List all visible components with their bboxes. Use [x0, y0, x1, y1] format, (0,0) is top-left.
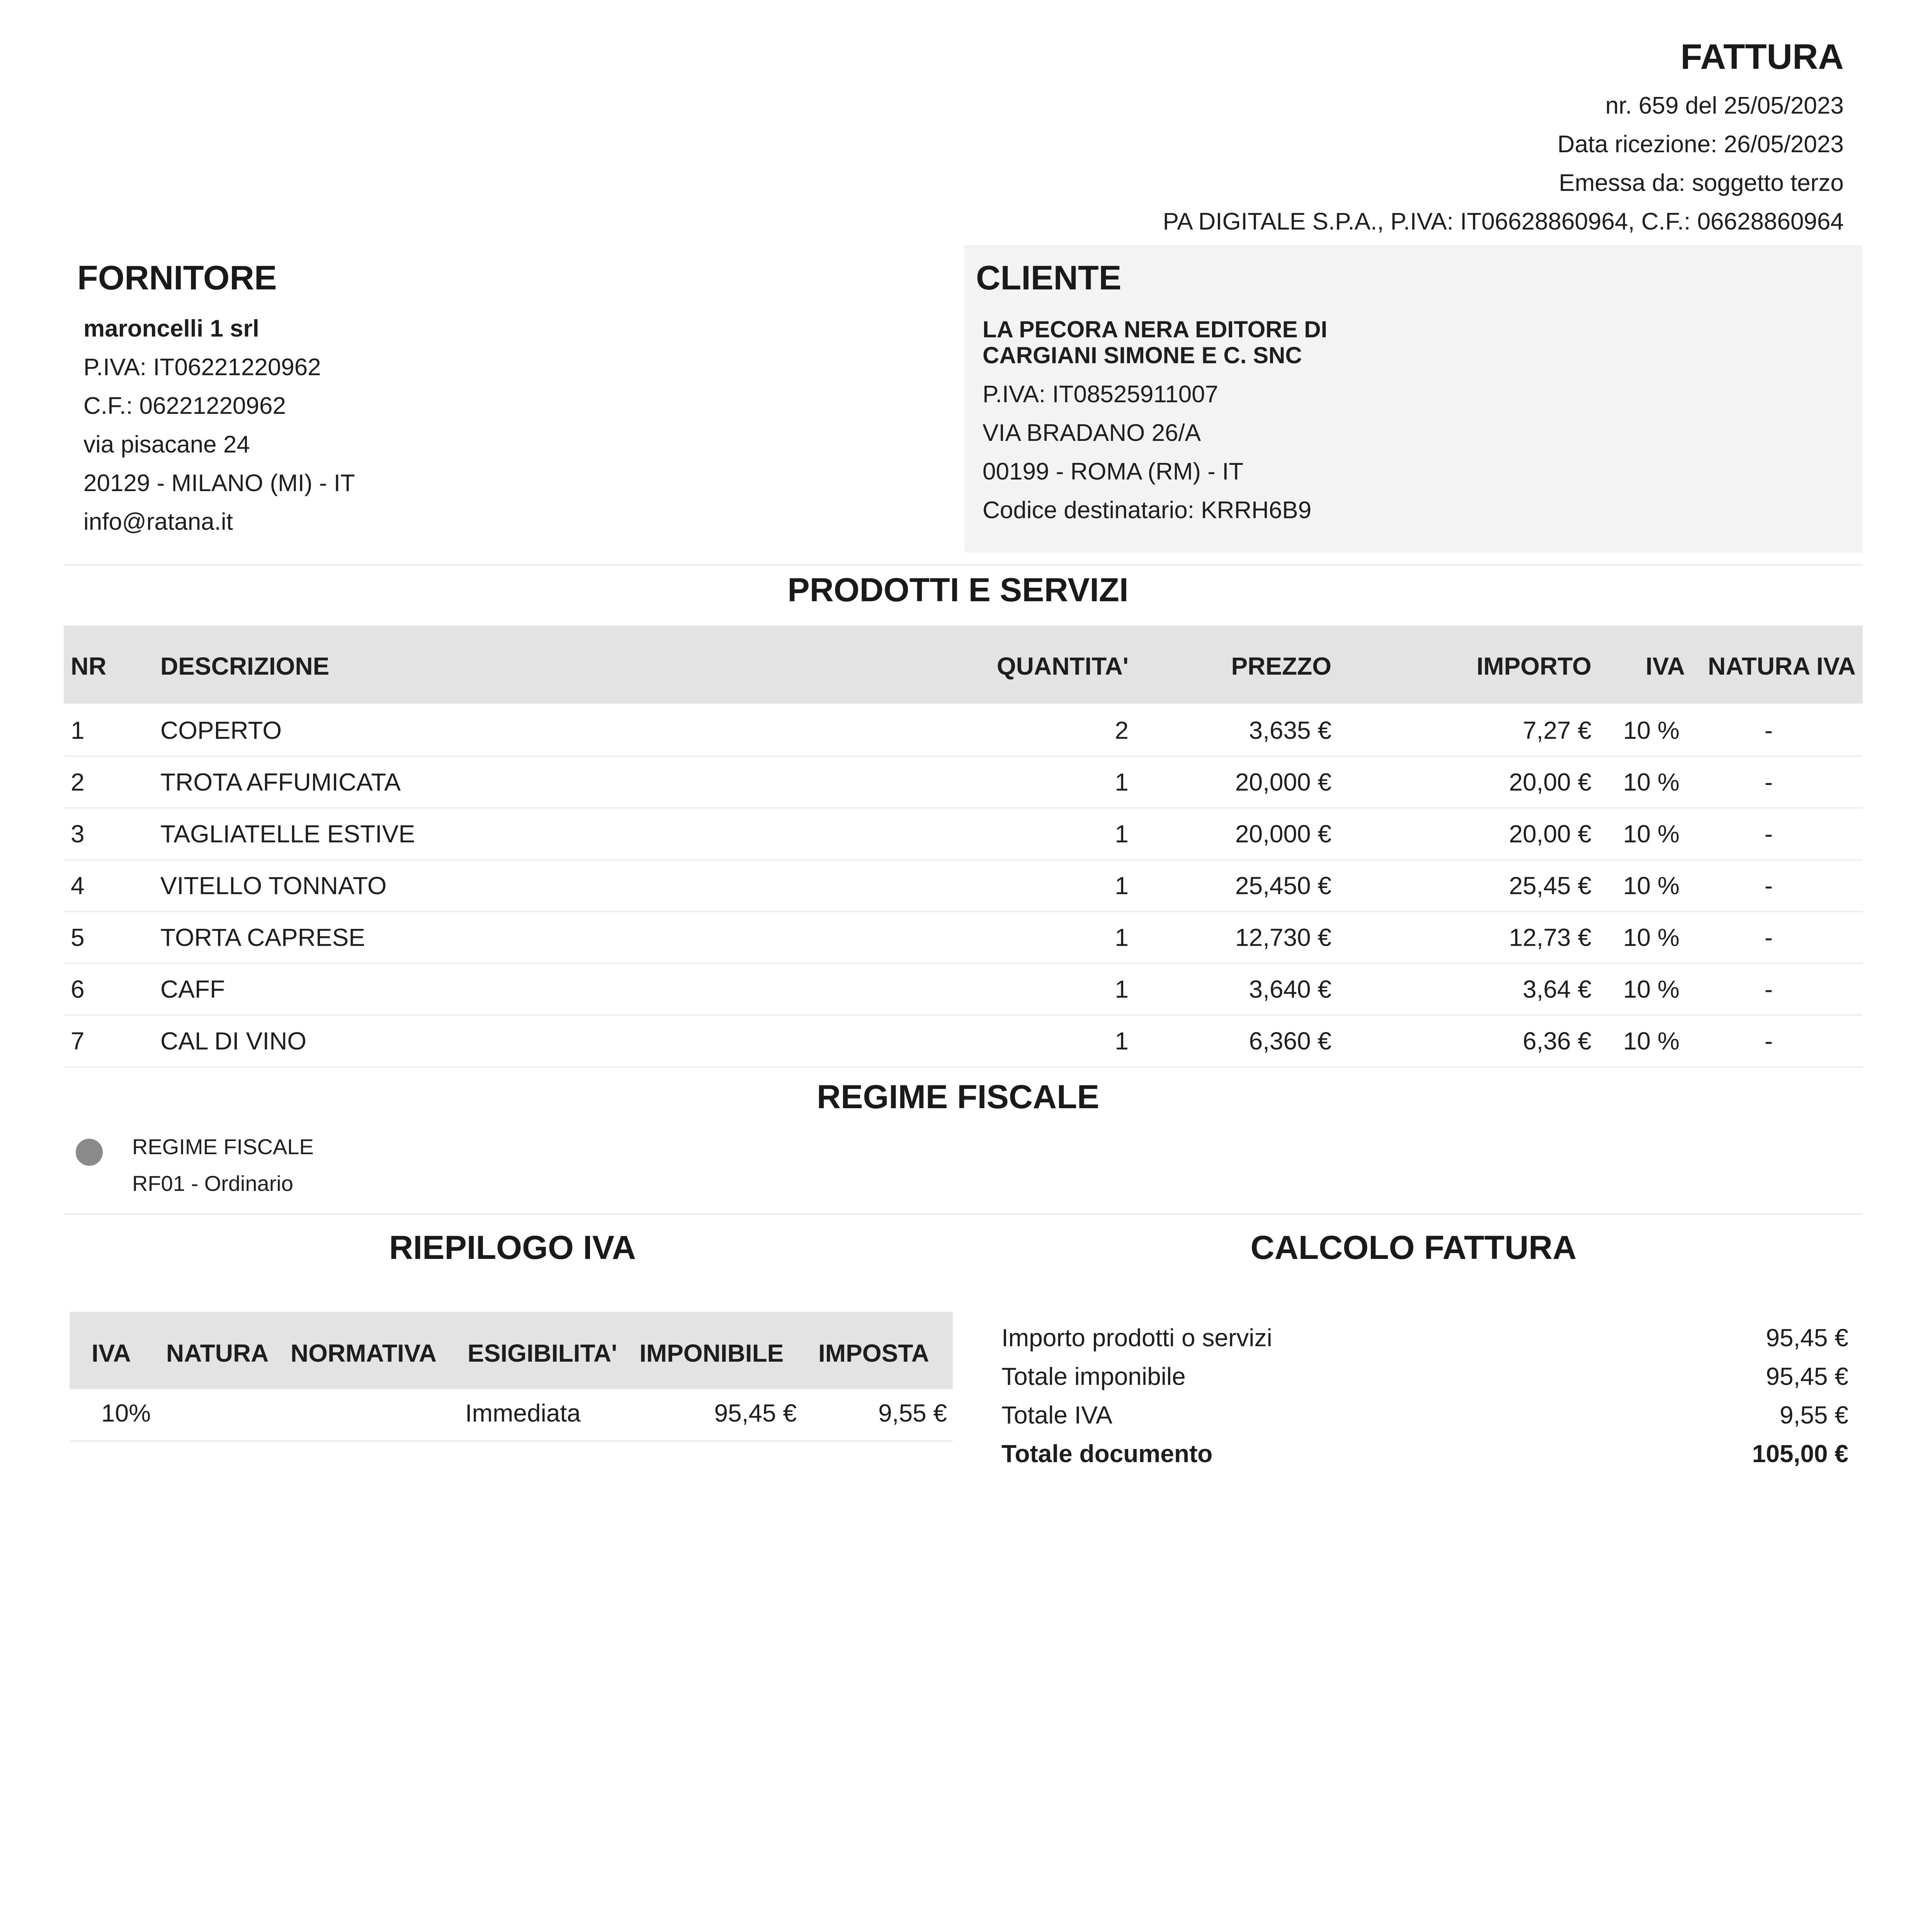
calc-imponibile-value: 95,45 €	[1766, 1362, 1848, 1390]
issued-by-line: Emessa da: soggetto terzo	[1559, 170, 1844, 196]
calc-total-value: 105,00 €	[1752, 1440, 1848, 1468]
invoice-calc-title: CALCOLO FATTURA	[1250, 1229, 1577, 1266]
client-vat: P.IVA: IT08525911007	[983, 381, 1219, 408]
divider	[64, 1213, 1863, 1215]
col-header-quantita: QUANTITA'	[996, 652, 1129, 680]
cell-descrizione: TAGLIATELLE ESTIVE	[160, 820, 415, 848]
cell-quantita: 2	[1115, 716, 1129, 744]
cell-nr: 7	[71, 1027, 85, 1055]
cell-nr: 5	[71, 923, 85, 951]
supplier-email: info@ratana.it	[83, 509, 233, 535]
cell-descrizione: VITELLO TONNATO	[160, 872, 387, 900]
cell-importo: 3,64 €	[1523, 975, 1591, 1003]
document-title: FATTURA	[1680, 37, 1844, 77]
client-recipient-code: Codice destinatario: KRRH6B9	[983, 497, 1312, 524]
products-section-title: PRODOTTI E SERVIZI	[787, 571, 1129, 609]
riep-cell-imposta: 9,55 €	[878, 1399, 947, 1427]
calc-importo-label: Importo prodotti o servizi	[1001, 1324, 1272, 1352]
cell-importo: 20,00 €	[1509, 820, 1591, 848]
riep-col-normativa: NORMATIVA	[291, 1339, 437, 1367]
client-name-line1: LA PECORA NERA EDITORE DI	[983, 316, 1328, 342]
cell-importo: 6,36 €	[1523, 1027, 1591, 1055]
client-title: CLIENTE	[976, 259, 1122, 297]
table-row	[64, 1014, 1863, 1068]
riep-cell-esigibilita: Immediata	[465, 1399, 581, 1427]
col-header-nr: NR	[71, 652, 107, 680]
cell-iva: 10 %	[1623, 923, 1680, 951]
cell-descrizione: TORTA CAPRESE	[160, 923, 365, 951]
cell-descrizione: CAFF	[160, 975, 225, 1003]
regime-section-title: REGIME FISCALE	[816, 1078, 1100, 1116]
col-header-importo: IMPORTO	[1476, 652, 1591, 680]
cell-nr: 4	[71, 872, 85, 900]
vat-summary-title: RIEPILOGO IVA	[389, 1229, 636, 1266]
received-date-line: Data ricezione: 26/05/2023	[1557, 131, 1844, 158]
divider	[70, 1440, 953, 1442]
cell-iva: 10 %	[1623, 820, 1680, 848]
col-header-prezzo: PREZZO	[1231, 652, 1331, 680]
riep-col-esigibilita: ESIGIBILITA'	[468, 1339, 617, 1367]
table-row	[64, 859, 1863, 912]
cell-importo: 25,45 €	[1509, 872, 1591, 900]
cell-nr: 2	[71, 768, 85, 796]
cell-nr: 6	[71, 975, 85, 1003]
calc-total-label: Totale documento	[1001, 1440, 1213, 1468]
supplier-city: 20129 - MILANO (MI) - IT	[83, 470, 355, 497]
calc-iva-value: 9,55 €	[1780, 1401, 1848, 1429]
cell-natura: -	[1765, 923, 1773, 951]
table-row	[64, 755, 1863, 809]
col-header-descrizione: DESCRIZIONE	[160, 652, 330, 680]
cell-natura: -	[1765, 768, 1773, 796]
riep-col-imposta: IMPOSTA	[818, 1339, 929, 1367]
riep-col-natura: NATURA	[166, 1339, 269, 1367]
supplier-tax-code: C.F.: 06221220962	[83, 393, 286, 419]
cell-iva: 10 %	[1623, 768, 1680, 796]
table-row	[64, 704, 1863, 757]
cell-natura: -	[1765, 716, 1773, 744]
bullet-dot-icon	[76, 1139, 103, 1166]
calc-importo-value: 95,45 €	[1766, 1324, 1848, 1352]
cell-quantita: 1	[1115, 975, 1129, 1003]
riep-col-imponibile: IMPONIBILE	[639, 1339, 784, 1367]
cell-prezzo: 20,000 €	[1235, 820, 1331, 848]
cell-descrizione: COPERTO	[160, 716, 282, 744]
cell-prezzo: 6,360 €	[1249, 1027, 1331, 1055]
calc-iva-label: Totale IVA	[1001, 1401, 1112, 1429]
cell-quantita: 1	[1115, 1027, 1129, 1055]
supplier-vat: P.IVA: IT06221220962	[83, 354, 321, 381]
cell-quantita: 1	[1115, 820, 1129, 848]
calc-imponibile-label: Totale imponibile	[1001, 1362, 1186, 1390]
riep-cell-imponibile: 95,45 €	[714, 1399, 797, 1427]
cell-natura: -	[1765, 872, 1773, 900]
supplier-name: maroncelli 1 srl	[83, 315, 259, 342]
products-table-header	[64, 626, 1863, 704]
cell-nr: 1	[71, 716, 85, 744]
table-row	[64, 963, 1863, 1016]
client-address: VIA BRADANO 26/A	[983, 420, 1201, 446]
cell-prezzo: 20,000 €	[1235, 768, 1331, 796]
regime-label: REGIME FISCALE	[132, 1134, 314, 1159]
client-city: 00199 - ROMA (RM) - IT	[983, 458, 1244, 485]
cell-prezzo: 3,640 €	[1249, 975, 1331, 1003]
cell-prezzo: 25,450 €	[1235, 872, 1331, 900]
riep-col-iva: IVA	[92, 1339, 131, 1367]
cell-natura: -	[1765, 1027, 1773, 1055]
cell-descrizione: TROTA AFFUMICATA	[160, 768, 401, 796]
cell-iva: 10 %	[1623, 1027, 1680, 1055]
table-row	[64, 911, 1863, 964]
cell-quantita: 1	[1115, 768, 1129, 796]
supplier-address: via pisacane 24	[83, 431, 250, 458]
supplier-title: FORNITORE	[77, 259, 277, 297]
cell-iva: 10 %	[1623, 872, 1680, 900]
invoice-number-line: nr. 659 del 25/05/2023	[1605, 92, 1844, 119]
cell-importo: 7,27 €	[1523, 716, 1591, 744]
regime-value: RF01 - Ordinario	[132, 1171, 294, 1196]
cell-prezzo: 12,730 €	[1235, 923, 1331, 951]
cell-descrizione: CAL DI VINO	[160, 1027, 307, 1055]
client-name-line2: CARGIANI SIMONE E C. SNC	[983, 342, 1302, 368]
cell-importo: 20,00 €	[1509, 768, 1591, 796]
divider	[64, 564, 1863, 566]
table-row	[64, 807, 1863, 861]
cell-nr: 3	[71, 820, 85, 848]
cell-quantita: 1	[1115, 872, 1129, 900]
cell-quantita: 1	[1115, 923, 1129, 951]
cell-iva: 10 %	[1623, 975, 1680, 1003]
cell-natura: -	[1765, 820, 1773, 848]
intermediary-line: PA DIGITALE S.P.A., P.IVA: IT06628860964, C.F.: 06628860964	[1163, 208, 1844, 235]
cell-natura: -	[1765, 975, 1773, 1003]
cell-prezzo: 3,635 €	[1249, 716, 1331, 744]
col-header-natura: NATURA IVA	[1708, 652, 1856, 680]
cell-iva: 10 %	[1623, 716, 1680, 744]
cell-importo: 12,73 €	[1509, 923, 1591, 951]
riep-cell-iva: 10%	[101, 1399, 151, 1427]
col-header-iva: IVA	[1646, 652, 1685, 680]
